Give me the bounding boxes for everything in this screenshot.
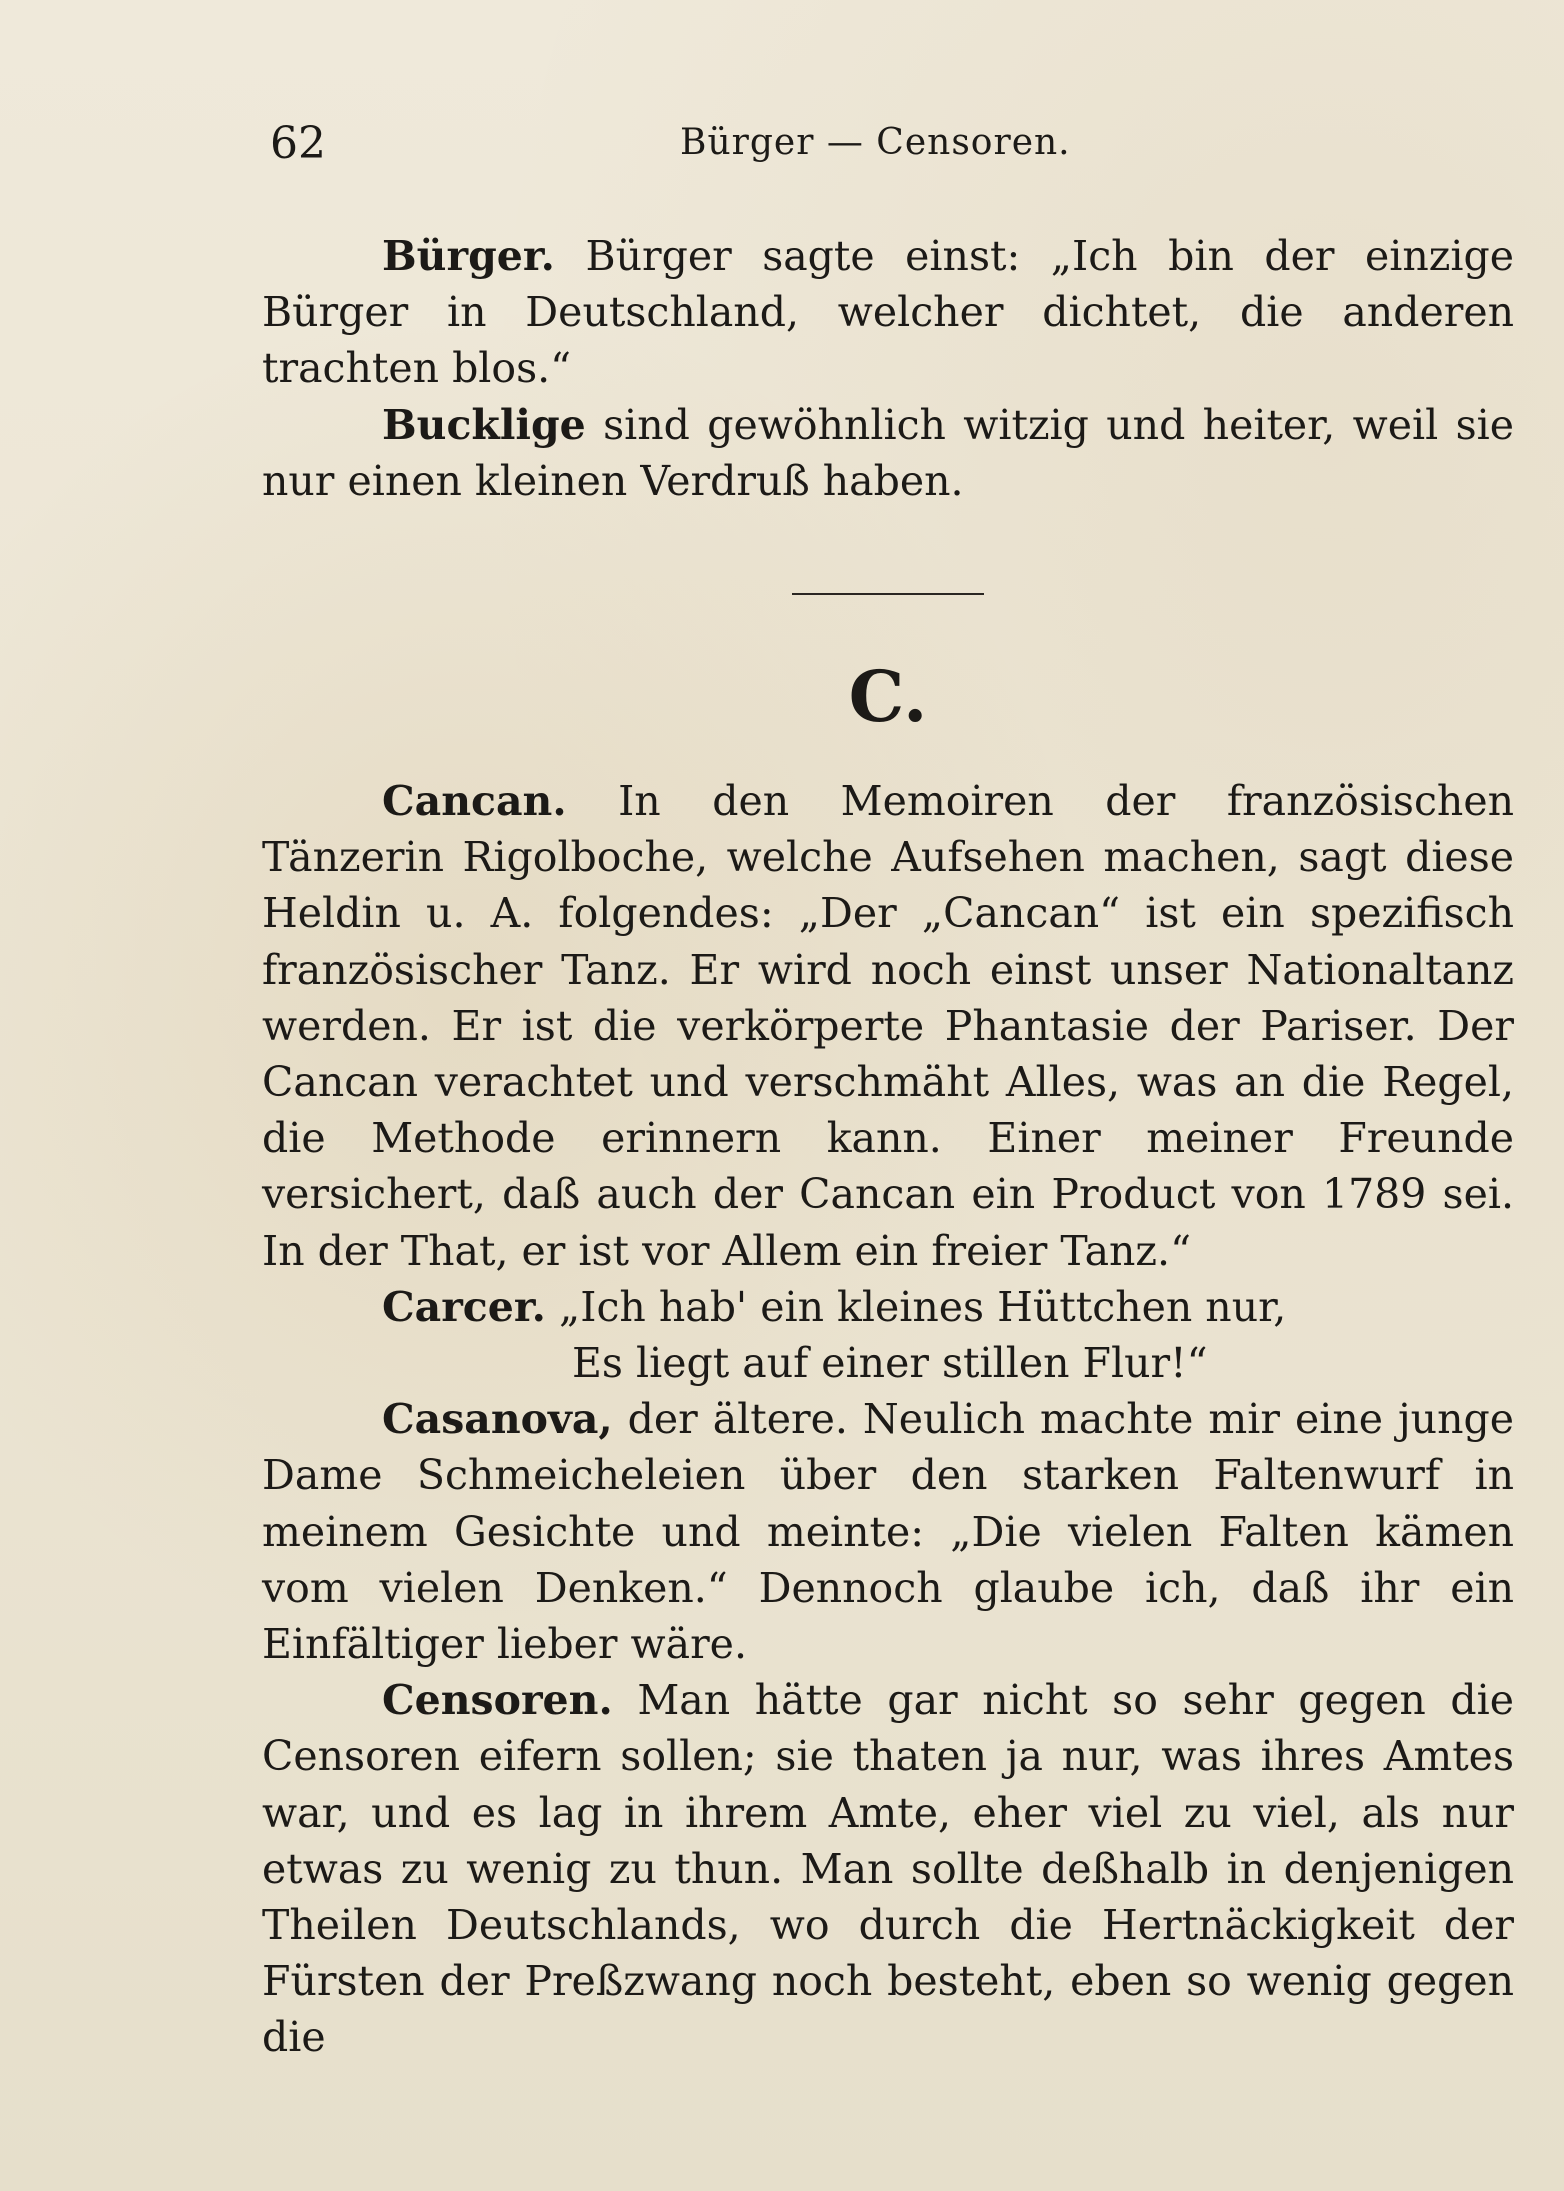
section-letter-heading: C.	[848, 655, 928, 739]
section-divider	[792, 593, 984, 595]
entry-headword: Bürger.	[382, 232, 555, 280]
entry-headword: Casanova,	[382, 1395, 613, 1444]
verse-continuation: Es liegt auf einer stillen Flur!“	[572, 1339, 1208, 1388]
running-head: Bürger — Censoren.	[680, 122, 1071, 163]
page-body	[262, 228, 1514, 2066]
entry-censoren	[262, 1672, 1514, 2065]
entry-carcer	[262, 1279, 1514, 1335]
entry-headword: Carcer.	[382, 1282, 546, 1331]
entry-buerger	[262, 228, 1514, 397]
entry-headword: Cancan.	[382, 777, 567, 826]
entry-headword: Bucklige	[382, 400, 586, 449]
page-number: 62	[270, 118, 326, 169]
entry-text: Man hätte gar nicht so sehr gegen die Censoren eifern sollen; sie thaten ja nur, was ihres Amtes war, und es lag in ihrem Amte, eher viel zu viel, als nur etwas zu wenig zu thun. Man sollte deßhalb in denjenigen Theilen Deutschlands, wo durch die Hertnäckigkeit der Fürsten der Preßzwang noch besteht, eben so wenig gegen die	[262, 1676, 1514, 2062]
entry-bucklige	[262, 397, 1514, 509]
entry-cancan	[262, 773, 1514, 1279]
page-header	[270, 118, 1510, 178]
entry-casanova	[262, 1391, 1514, 1672]
entry-text: sind gewöhnlich witzig und heiter, weil sie nur einen kleinen Verdruß haben.	[262, 400, 1514, 505]
entry-text: In den Memoiren der französischen Tänzerin Rigolboche, welche Aufsehen machen, sagt diese Heldin u. A. folgendes: „Der „Cancan“ ist ein spezifisch französischer Tanz. Er wird noch einst unser Nationaltanz werden. Er ist die verkörperte Phantasie der Pariser. Der Cancan verachtet und verschmäht Alles, was an die Regel, die Methode erinnern kann. Einer meiner Freunde versichert, daß auch der Cancan ein Product von 1789 sei. In der That, er ist vor Allem ein freier Tanz.“	[262, 777, 1514, 1275]
entry-text: „Ich hab' ein kleines Hüttchen nur,	[545, 1282, 1287, 1331]
entry-text: der ältere. Neulich machte mir eine junge Dame Schmeicheleien über den starken Faltenwurf in meinem Gesichte und meinte: „Die vielen Falten kämen vom vielen Denken.“ Dennoch glaube ich, daß ihr ein Einfältiger lieber wäre.	[262, 1395, 1514, 1669]
entry-headword: Censoren.	[382, 1676, 613, 1725]
entry-text: Bürger sagte einst: „Ich bin der einzige Bürger in Deutschland, welcher dichtet, die anderen trachten blos.“	[262, 232, 1514, 393]
